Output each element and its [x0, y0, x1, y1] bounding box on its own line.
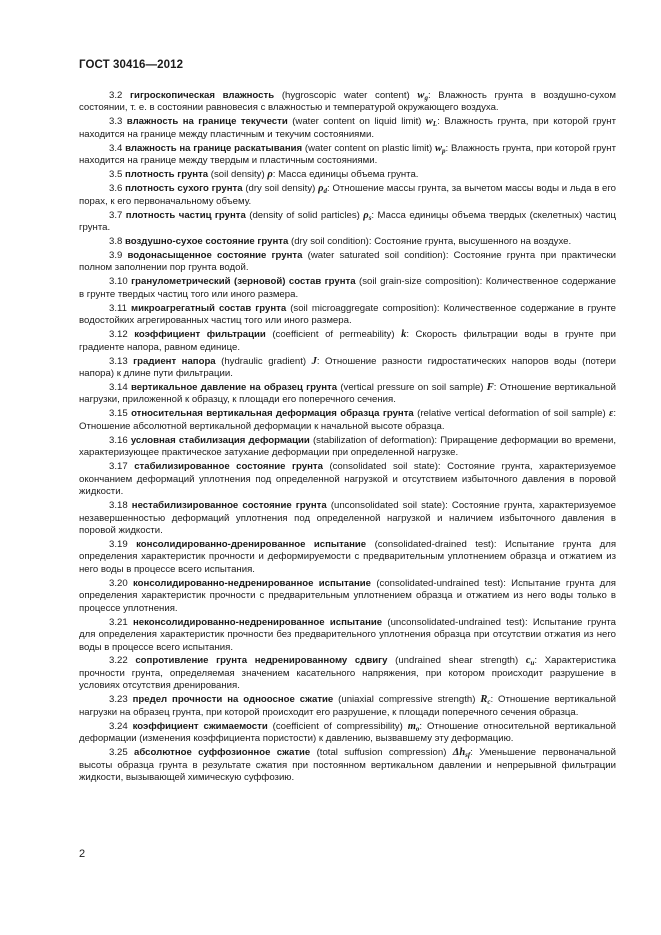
term-definition: : Состояние грунта, высушенного на воздухе. [368, 235, 572, 247]
term-number: 3.14 [109, 381, 128, 393]
term-definition: : Отношение абсолютной вертикальной деформации к начальной высоте образца. [79, 408, 616, 432]
term-definition: : Состояние грунта, характеризуемое незавершенностью деформаций уплотнения под определенной нагрузкой и наличием избыточного давления в поровой жидкости. [79, 500, 617, 536]
term-symbol-subscript: p [442, 146, 446, 155]
term-name: относительная вертикальная деформация образца грунта [131, 408, 414, 420]
term-symbol: J [311, 355, 317, 367]
term-english: (uniaxial compressive strength) [338, 694, 476, 706]
term-english: (coefficient of permeability) [272, 329, 395, 341]
term-definition: : Масса единицы объема твердых (скелетных) частиц грунта. [79, 209, 616, 234]
term-number: 3.21 [109, 616, 128, 628]
term-definition: : Влажность грунта в воздушно-сухом состоянии, т. е. в состоянии равновесия с влажностью и температурой окружающего воздуха. [79, 90, 617, 114]
term-name: консолидированно-дренированное испытание [136, 538, 367, 550]
term-3-10 [79, 276, 616, 301]
term-3-3 [79, 116, 616, 141]
term-name: коэффициент фильтрации [134, 329, 266, 341]
term-english: (undrained shear strength) [395, 655, 519, 667]
term-number: 3.13 [109, 355, 128, 367]
term-english: (soil microaggregate composition) [290, 302, 437, 314]
term-symbol: $w_L$ [425, 116, 438, 129]
term-definition: : Количественное содержание в грунте водостойких агрегированных частиц того или иного размера. [79, 302, 616, 327]
term-definition: : Отношение массы грунта, за вычетом массы воды и льда в его порах, к его первоначальному объему. [79, 183, 617, 207]
term-definition: : Отношение относительной вертикальной деформации (изменения коэффициента пористости) к давлению, вызвавшему эту деформацию. [79, 720, 617, 745]
term-definition: : Отношение вертикальной нагрузки на образец грунта, при которой происходит его разрушение, к площади поперечного сечения образца. [79, 694, 617, 718]
term-symbol: ρ [267, 169, 273, 181]
term-symbol: ε [609, 408, 614, 420]
term-3-14 [79, 382, 616, 407]
term-name: плотность сухого грунта [125, 183, 243, 195]
term-name: плотность грунта [125, 169, 209, 181]
term-definition: : Характеристика прочности грунта, определяемая значением касательного напряжения, при котором происходит разрушение в условиях отсутствия дренирования. [79, 655, 617, 692]
term-3-2 [79, 90, 616, 115]
term-definition: : Количественное содержание в грунте твердых частиц того или иного размера. [79, 276, 616, 300]
term-english: (hygroscopic water content) [281, 90, 410, 101]
term-english: (unconsolidated soil state) [330, 500, 446, 512]
term-number: 3.23 [109, 694, 128, 706]
term-3-21 [79, 617, 616, 654]
term-symbol-subscript: s [368, 213, 372, 222]
term-3-11 [79, 303, 616, 328]
term-3-23 [79, 694, 616, 719]
term-3-12 [79, 329, 616, 354]
term-name: вертикальное давление на образец грунта [130, 381, 338, 393]
term-symbol: F [486, 381, 494, 393]
term-number: 3.18 [109, 500, 128, 512]
term-symbol-subscript: L [432, 120, 438, 129]
term-english: (dry soil condition) [291, 235, 369, 247]
term-definition: : Испытание грунта для определения характеристик прочности с предварительным уплотнением образца и отжатием из него воды только в процессе уплотнения. [79, 577, 616, 614]
term-english: (consolidated-drained test) [374, 538, 494, 550]
term-number: 3.6 [109, 183, 123, 195]
term-number: 3.12 [109, 329, 128, 341]
term-name: градиент напора [133, 355, 216, 367]
term-name: сопротивление грунта недренированному сдвигу [135, 655, 388, 667]
term-symbol: k [401, 329, 407, 341]
term-3-8 [79, 236, 616, 248]
term-symbol: $\rho_s$ [363, 209, 372, 222]
term-number: 3.22 [109, 655, 128, 667]
term-number: 3.4 [109, 142, 123, 154]
term-symbol: $\rho_d$ [318, 183, 328, 196]
term-definition: : Испытание грунта для определения характеристик прочности без предварительного уплотнения образца при отсутствии отжатия из него воды в процессе всего испытания. [79, 616, 617, 653]
term-3-9 [79, 250, 616, 275]
term-number: 3.5 [109, 169, 123, 181]
term-number: 3.8 [109, 235, 123, 247]
term-english: (total suffusion compression) [316, 747, 447, 759]
terms-list [79, 90, 616, 786]
term-3-18 [79, 500, 616, 537]
term-3-22 [79, 655, 616, 692]
term-definition: : Влажность грунта, при которой грунт находится на границе между пластичным и текучим состояниями. [79, 116, 616, 140]
term-3-17 [79, 461, 616, 498]
term-3-24 [79, 721, 616, 746]
term-number: 3.9 [109, 249, 123, 261]
term-3-25 [79, 747, 616, 784]
term-number: 3.19 [109, 538, 128, 550]
term-definition: : Скорость фильтрации воды в грунте при градиенте напора, равном единице. [79, 329, 616, 353]
term-english: (hydraulic gradient) [221, 355, 307, 367]
term-3-16 [79, 435, 616, 460]
term-name: влажность на границе раскатывания [125, 142, 303, 154]
term-name: водонасыщенное состояние грунта [127, 249, 303, 261]
term-symbol: $\Delta h_{sf}$ [452, 747, 471, 760]
term-symbol-subscript: g [424, 94, 428, 102]
term-number: 3.17 [109, 461, 128, 473]
term-definition: : Испытание грунта для определения характеристик прочности и деформируемости с предварительным уплотнением образца и отжатием из него воды в процессе всего испытания. [79, 538, 617, 575]
term-name: стабилизированное состояние грунта [134, 461, 323, 473]
term-number: 3.20 [109, 577, 128, 589]
term-definition: : Уменьшение первоначальной высоты образца грунта в результате сжатия при постоянном вертикальном давлении и непрерывной фильтрации жидкости, вызывающей химическую суффозию. [79, 747, 617, 784]
term-name: плотность частиц грунта [125, 209, 246, 221]
term-definition: : Состояние грунта, характеризуемое окончанием деформаций уплотнения под определенной нагрузкой и отсутствием избыточного давления в поровой жидкости. [79, 461, 616, 498]
page-number: 2 [79, 848, 86, 860]
term-number: 3.11 [109, 302, 127, 314]
document-header: ГОСТ 30416—2012 [79, 59, 184, 71]
term-name: предел прочности на одноосное сжатие [132, 694, 334, 706]
term-3-15 [79, 408, 616, 433]
term-number: 3.16 [109, 434, 128, 446]
term-english: (water saturated soil condition) [307, 249, 446, 261]
term-name: условная стабилизация деформации [130, 434, 310, 446]
term-definition: : Приращение деформации во времени, характеризующее практическое затухание деформации при определенной нагрузке. [79, 434, 616, 459]
term-number: 3.2 [109, 90, 123, 101]
term-name: гигроскопическая влажность [130, 90, 275, 101]
term-symbol: $m_o$ [407, 720, 420, 733]
term-name: воздушно-сухое состояние грунта [125, 235, 289, 247]
term-english: (soil density) [210, 169, 265, 181]
term-name: консолидированно-недренированное испытание [132, 577, 372, 589]
term-english: (density of solid particles) [249, 209, 360, 221]
term-english: (coefficient of compressibility) [272, 720, 403, 732]
term-definition: : Состояние грунта при практически полном заполнении пор грунта водой. [79, 249, 617, 274]
term-3-19 [79, 539, 616, 576]
term-name: коэффициент сжимаемости [132, 720, 268, 732]
term-3-6 [79, 183, 616, 208]
term-english: (consolidated soil state) [329, 461, 438, 473]
term-number: 3.15 [109, 408, 128, 420]
term-name: гранулометрический (зерновой) состав грунта [131, 276, 356, 288]
term-english: (water content on plastic limit) [304, 142, 433, 154]
term-definition: : Отношение разности гидростатических напоров воды (потери напора) к длине пути фильтрации. [79, 355, 616, 380]
term-english: (soil grain-size composition) [359, 276, 480, 288]
term-english: (water content on liquid limit) [292, 116, 422, 128]
term-name: нестабилизированное состояние грунта [131, 500, 327, 512]
term-symbol-subscript: o [415, 724, 420, 733]
term-symbol-subscript: c [487, 698, 491, 707]
term-definition: : Влажность грунта, при которой грунт находится на границе между твердым и пластичным состояниями. [79, 142, 616, 167]
term-name: влажность на границе текучести [126, 116, 288, 128]
term-english: (dry soil density) [245, 183, 316, 195]
term-number: 3.7 [109, 209, 123, 221]
term-symbol: $R_c$ [480, 694, 491, 707]
term-3-5 [79, 169, 616, 181]
term-english: (stabilization of deformation) [312, 434, 435, 446]
term-3-13 [79, 356, 616, 381]
term-3-4 [79, 143, 616, 168]
term-english: (consolidated-undrained test) [376, 577, 504, 589]
term-3-7 [79, 210, 616, 235]
term-name: микроагрегатный состав грунта [130, 302, 287, 314]
term-number: 3.24 [109, 720, 128, 732]
term-english: (relative vertical deformation of soil sample) [417, 408, 606, 420]
term-english: (vertical pressure on soil sample) [340, 381, 484, 393]
term-number: 3.25 [109, 747, 128, 759]
term-name: абсолютное суффозионное сжатие [134, 747, 311, 759]
term-english: (unconsolidated-undrained test) [387, 616, 525, 628]
term-symbol-subscript: u [530, 659, 535, 668]
term-number: 3.10 [109, 276, 128, 288]
term-3-20 [79, 578, 616, 615]
term-name: неконсолидированно-недренированное испытание [132, 616, 383, 628]
term-definition: : Масса единицы объема грунта. [272, 169, 419, 181]
term-symbol: $c_u$ [525, 655, 535, 668]
term-symbol: $w_p$ [435, 142, 446, 155]
term-symbol: $w_g$ [417, 90, 428, 102]
term-definition: : Отношение вертикальной нагрузки, приложенной к образцу, к площади его поперечного сечения. [79, 381, 616, 406]
term-number: 3.3 [109, 116, 123, 128]
term-symbol-subscript: sf [465, 751, 471, 760]
term-symbol-subscript: d [323, 187, 328, 196]
